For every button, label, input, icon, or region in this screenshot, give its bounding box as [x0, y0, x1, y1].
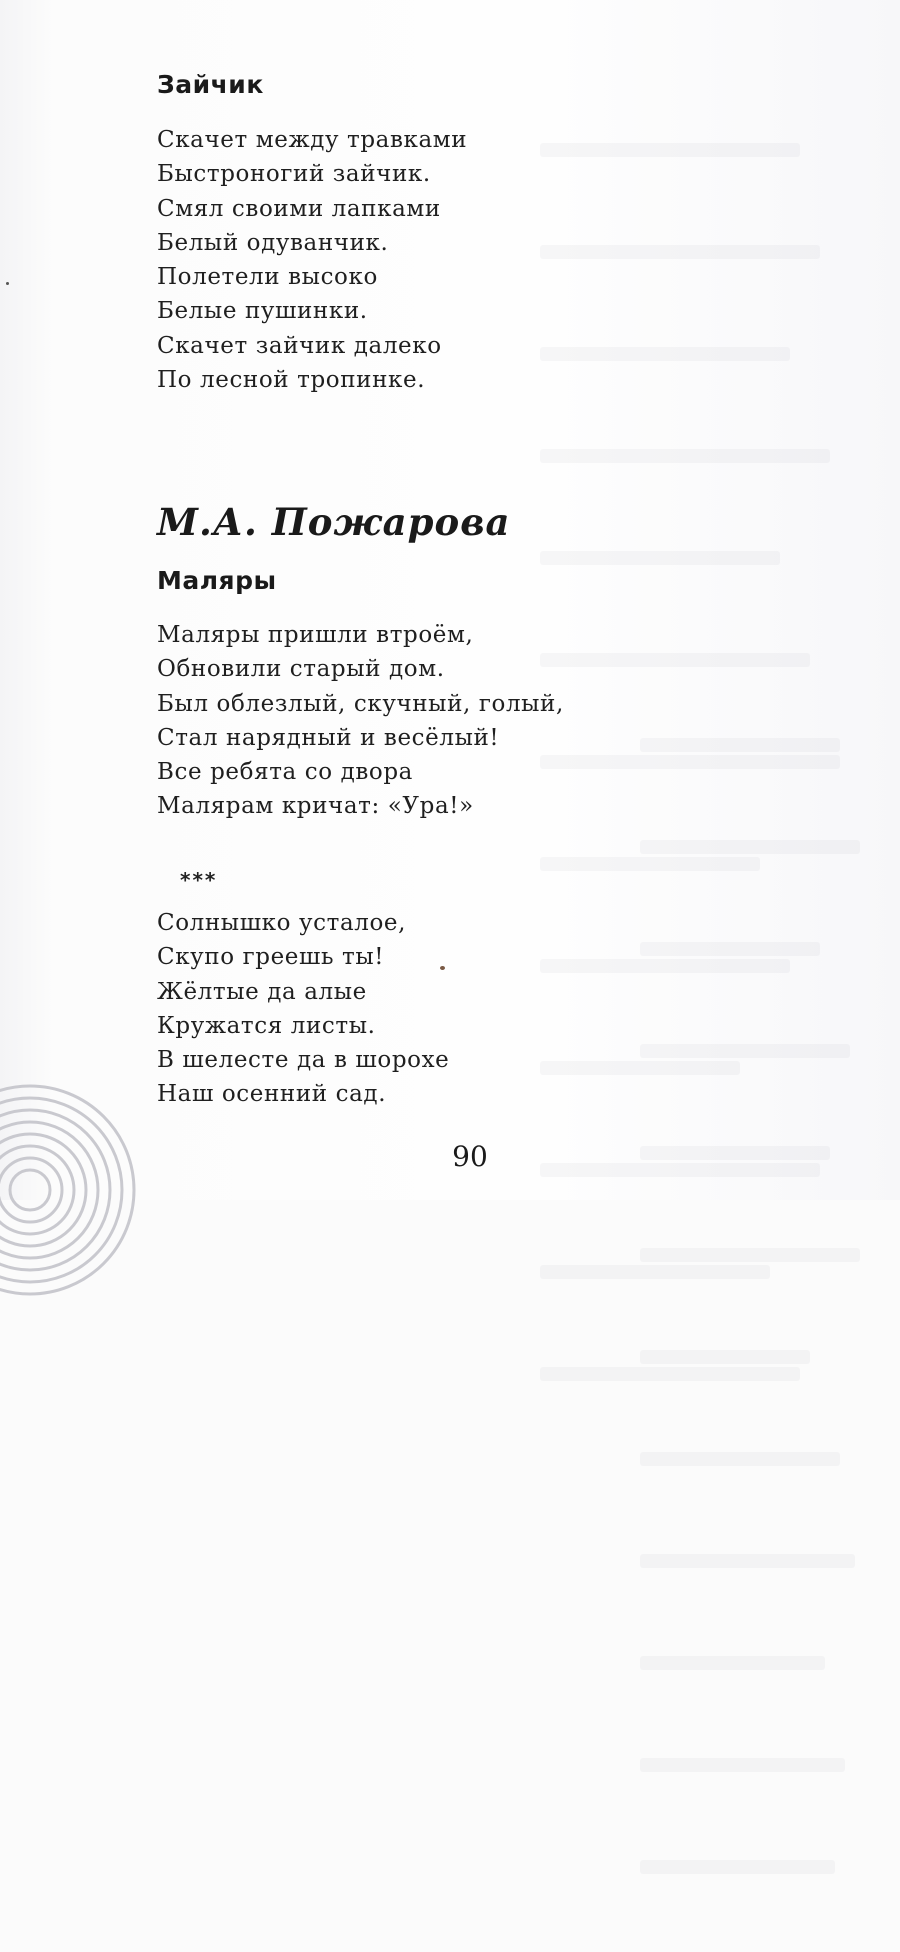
stanza-separator: ***	[180, 868, 218, 892]
poem-line: Кружатся листы.	[157, 1012, 376, 1039]
poem-line: Малярам кричат: «Ура!»	[157, 793, 474, 820]
paper-speck	[440, 966, 445, 970]
poem-line: Быстроногий зайчик.	[157, 161, 431, 188]
poem-line: Скупо греешь ты!	[157, 944, 385, 971]
poem-line: Стал нарядный и весёлый!	[157, 724, 500, 751]
poem-body-malyary	[157, 618, 564, 824]
author-name: М.А. Пожарова	[157, 500, 511, 544]
page-number: 90	[452, 1140, 488, 1173]
poem-line: По лесной тропинке.	[157, 367, 426, 394]
paper-speck	[6, 282, 9, 285]
poem-line: Белые пушинки.	[157, 298, 368, 325]
poem-line: Все ребята со двора	[157, 759, 413, 786]
poem-body-solnyshko	[157, 906, 449, 1112]
poem-line: Смял своими лапками	[157, 195, 441, 222]
poem-line: Скачет между травками	[157, 127, 468, 153]
poem-line: Белый одуванчик.	[157, 229, 389, 256]
poem-line: Жёлтые да алые	[157, 978, 367, 1005]
show-through-decoration-2	[640, 660, 860, 1952]
poem-line: Маляры пришли втроём,	[157, 622, 474, 648]
poem-line: Обновили старый дом.	[157, 656, 445, 683]
poem-body-zaichik	[157, 123, 467, 397]
poem-title-zaichik: Зайчик	[157, 70, 264, 99]
poem-line: Солнышко усталое,	[157, 910, 407, 936]
poem-line: Наш осенний сад.	[157, 1081, 387, 1108]
poem-line: В шелесте да в шорохе	[157, 1047, 450, 1074]
poem-line: Полетели высоко	[157, 264, 378, 291]
poem-line: Скачет зайчик далеко	[157, 332, 442, 359]
poem-title-malyary: Маляры	[157, 566, 277, 595]
decorative-rings	[0, 1080, 140, 1300]
poem-line: Был облезлый, скучный, голый,	[157, 690, 564, 717]
show-through-decoration	[540, 65, 840, 1459]
